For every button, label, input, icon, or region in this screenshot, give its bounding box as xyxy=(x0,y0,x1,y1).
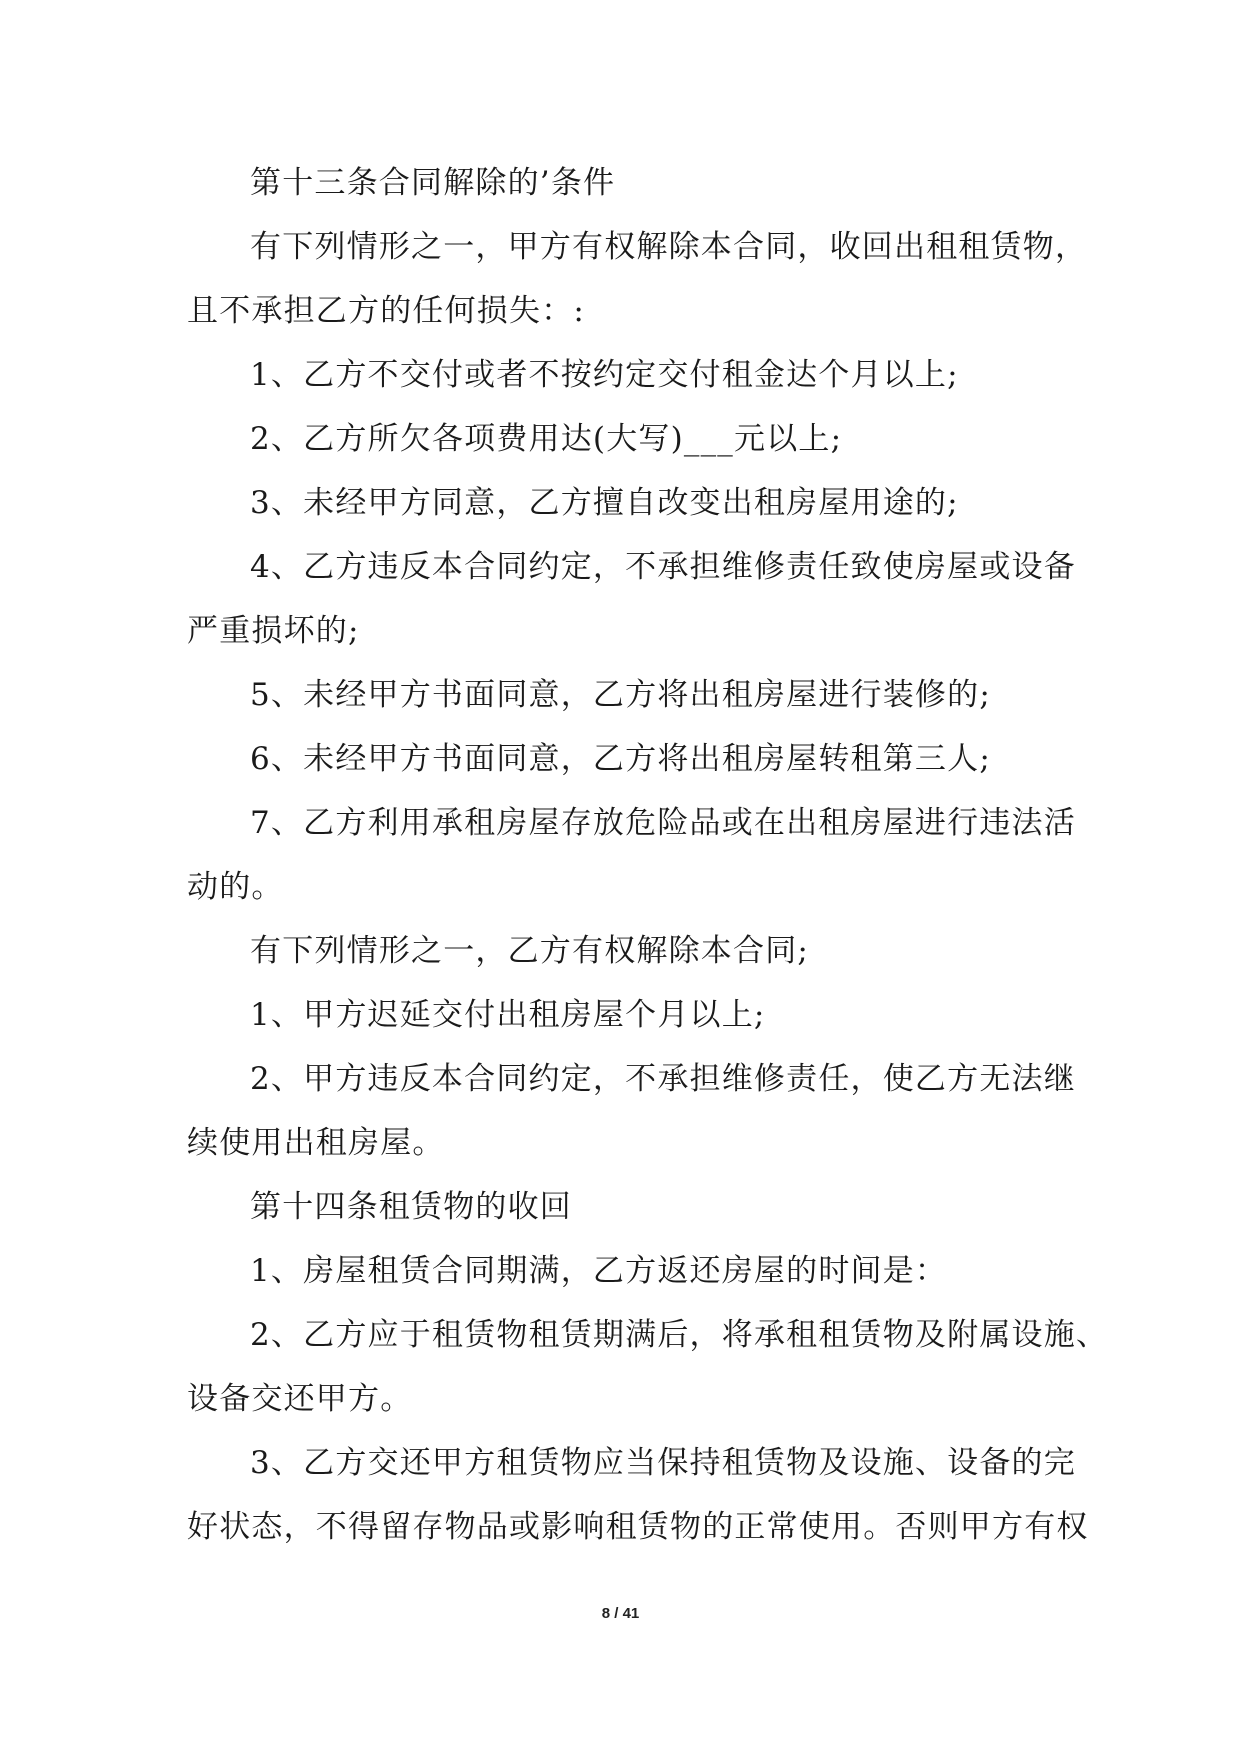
list-item: 7、乙方利用承租房屋存放危险品或在出租房屋进行违法活 xyxy=(250,805,1076,841)
paragraph-line: 有下列情形之一，甲方有权解除本合同，收回出租租赁物， xyxy=(250,229,1088,265)
page-number: 8 / 41 xyxy=(601,1605,640,1622)
list-item: 3、乙方交还甲方租赁物应当保持租赁物及设施、设备的完 xyxy=(250,1445,1076,1481)
list-item-continuation: 好状态，不得留存物品或影响租赁物的正常使用。否则甲方有权 xyxy=(187,1509,1089,1545)
list-item-continuation: 动的。 xyxy=(187,869,284,905)
paragraph-line: 且不承担乙方的任何损失：: xyxy=(187,293,586,329)
list-item: 2、乙方应于租赁物租赁期满后，将承租租赁物及附属设施、 xyxy=(250,1317,1109,1353)
list-item: 1、乙方不交付或者不按约定交付租金达个月以上; xyxy=(250,357,959,393)
paragraph-line: 有下列情形之一，乙方有权解除本合同; xyxy=(250,933,810,969)
list-item: 1、甲方迟延交付出租房屋个月以上; xyxy=(250,997,766,1033)
list-item: 1、房屋租赁合同期满，乙方返还房屋的时间是： xyxy=(250,1253,948,1289)
list-item: 4、乙方违反本合同约定，不承担维修责任致使房屋或设备 xyxy=(250,549,1076,585)
article-14-heading: 第十四条租赁物的收回 xyxy=(250,1189,572,1225)
list-item: 6、未经甲方书面同意，乙方将出租房屋转租第三人; xyxy=(250,741,991,777)
list-item: 3、未经甲方同意，乙方擅自改变出租房屋用途的; xyxy=(250,485,959,521)
list-item-continuation: 严重损坏的; xyxy=(187,613,360,649)
list-item: 2、甲方违反本合同约定，不承担维修责任，使乙方无法继 xyxy=(250,1061,1076,1097)
list-item: 5、未经甲方书面同意，乙方将出租房屋进行装修的; xyxy=(250,677,991,713)
list-item: 2、乙方所欠各项费用达(大写)___元以上; xyxy=(250,421,843,457)
article-13-heading: 第十三条合同解除的’条件 xyxy=(250,165,616,201)
list-item-continuation: 设备交还甲方。 xyxy=(187,1381,413,1417)
list-item-continuation: 续使用出租房屋。 xyxy=(187,1125,445,1161)
